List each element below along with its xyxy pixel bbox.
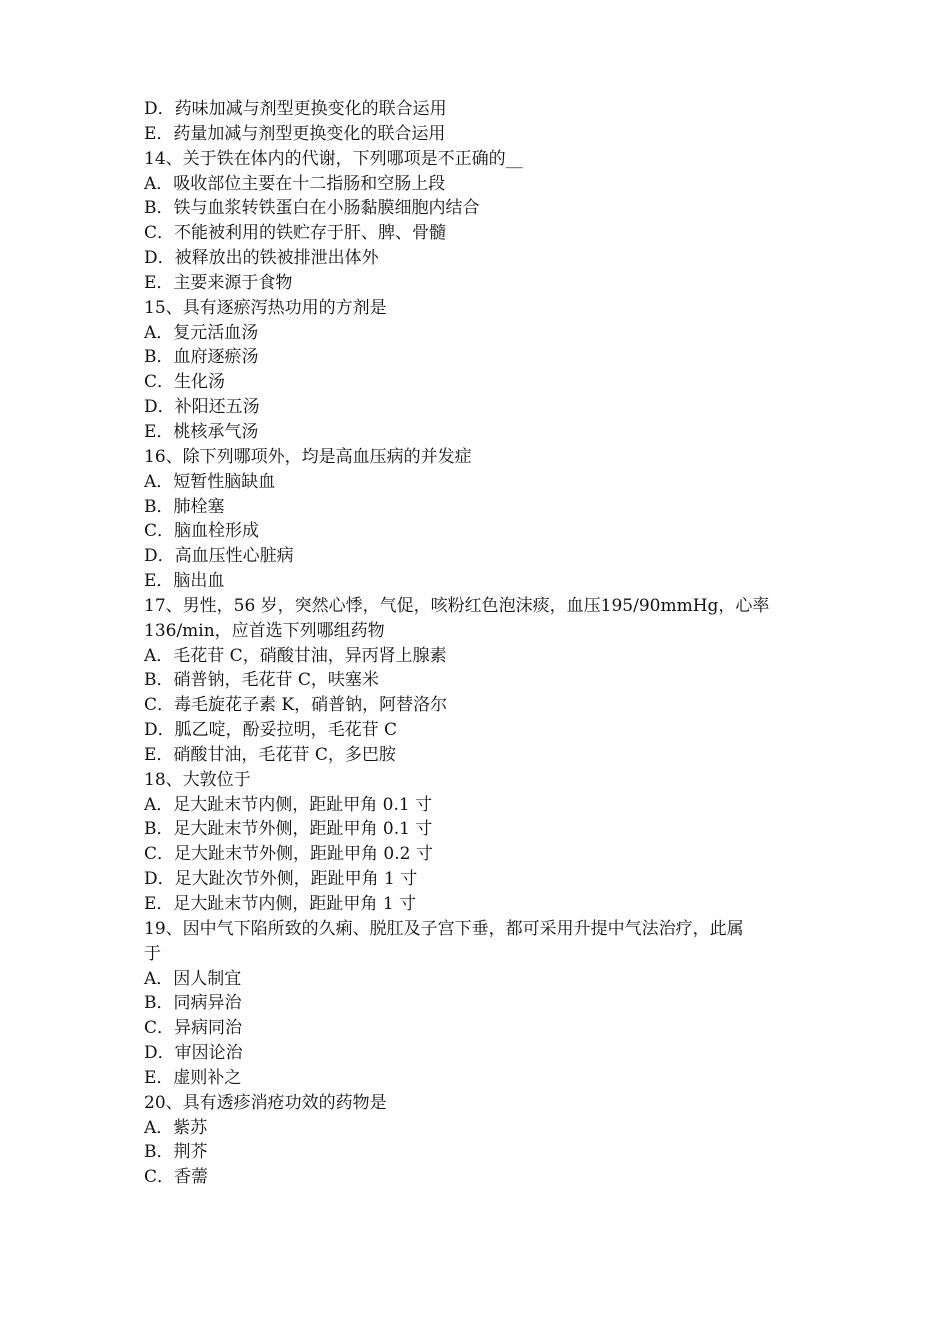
text-line: A．复元活血汤 <box>144 322 259 343</box>
text-line: D．高血压性心脏病 <box>144 546 294 567</box>
text-line: C．生化汤 <box>144 372 226 393</box>
text-line: E．硝酸甘油，毛花苷 C，多巴胺 <box>144 744 396 765</box>
text-line: B．同病异治 <box>144 993 242 1014</box>
text-line: A．紫苏 <box>144 1117 208 1138</box>
text-line: B．硝普钠，毛花苷 C，呋塞米 <box>144 670 379 691</box>
text-line: D．审因论治 <box>144 1043 243 1064</box>
text-line: 19、因中气下陷所致的久痢、脱肛及子宫下垂，都可采用升提中气法治疗，此属 <box>144 918 744 939</box>
text-line: C．香薷 <box>144 1167 209 1188</box>
text-line: A．毛花苷 C，硝酸甘油，异丙肾上腺素 <box>144 645 447 666</box>
text-line: 15、具有逐瘀泻热功用的方剂是 <box>144 297 387 318</box>
text-line: E．虚则补之 <box>144 1067 242 1088</box>
text-line: 14、关于铁在体内的代谢，下列哪项是不正确的__ <box>144 148 523 169</box>
text-line: B．肺栓塞 <box>144 496 225 517</box>
text-line: 于 <box>144 943 161 964</box>
text-line: B．铁与血浆转铁蛋白在小肠黏膜细胞内结合 <box>144 198 480 219</box>
text-line: 16、除下列哪项外，均是高血压病的并发症 <box>144 446 472 467</box>
text-line: 136/min，应首选下列哪组药物 <box>144 620 385 641</box>
text-line: E．桃核承气汤 <box>144 421 259 442</box>
text-line: C．不能被利用的铁贮存于肝、脾、骨髓 <box>144 223 447 244</box>
text-line: C．足大趾末节外侧，距趾甲角 0.2 寸 <box>144 844 433 865</box>
text-line: D．足大趾次节外侧，距趾甲角 1 寸 <box>144 869 418 890</box>
text-line: A．短暂性脑缺血 <box>144 471 276 492</box>
text-line: D．被释放出的铁被排泄出体外 <box>144 248 379 269</box>
text-line: C．异病同治 <box>144 1018 243 1039</box>
text-line: D．胍乙啶，酚妥拉明，毛花苷 C <box>144 720 398 741</box>
text-line: A．因人制宜 <box>144 968 242 989</box>
text-line: C．脑血栓形成 <box>144 521 260 542</box>
text-line: 18、大敦位于 <box>144 769 251 790</box>
text-line: E．脑出血 <box>144 571 225 592</box>
text-line: 20、具有透疹消疮功效的药物是 <box>144 1092 387 1113</box>
text-line: B．荆芥 <box>144 1142 208 1163</box>
text-line: E．主要来源于食物 <box>144 272 293 293</box>
document-text <box>144 97 824 1190</box>
text-line: D．补阳还五汤 <box>144 397 260 418</box>
text-line: E．足大趾末节内侧，距趾甲角 1 寸 <box>144 894 417 914</box>
text-line: A．吸收部位主要在十二指肠和空肠上段 <box>144 173 446 194</box>
text-line: E．药量加减与剂型更换变化的联合运用 <box>144 123 446 144</box>
text-line: B．血府逐瘀汤 <box>144 347 259 368</box>
text-line: 17、男性，56 岁，突然心悸，气促，咳粉红色泡沫痰，血压195/90mmHg，心率 <box>144 595 770 616</box>
text-line: C．毒毛旋花子素 K，硝普钠，阿替洛尔 <box>144 695 448 716</box>
text-line: B．足大趾末节外侧，距趾甲角 0.1 寸 <box>144 819 433 840</box>
text-line: D．药味加减与剂型更换变化的联合运用 <box>144 99 447 119</box>
text-line: A．足大趾末节内侧，距趾甲角 0.1 寸 <box>144 794 433 815</box>
